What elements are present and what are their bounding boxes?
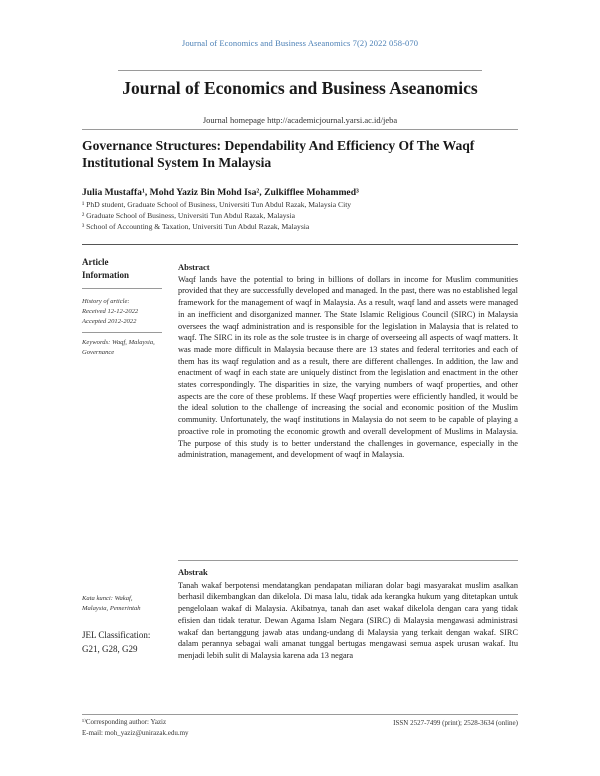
running-header: Journal of Economics and Business Aseanomics 7(2) 2022 058-070 — [181, 38, 419, 48]
footer-rule — [82, 714, 518, 715]
article-history — [82, 297, 162, 327]
footnote — [82, 717, 189, 739]
accepted-date: Accepted 2012-2022 — [82, 318, 137, 325]
section-rule — [82, 244, 518, 245]
kata-kunci: Kata kunci: Wakaf, Malaysia, Pemerintah — [82, 595, 141, 612]
journal-title: Journal of Economics and Business Aseanomics — [122, 78, 478, 98]
history-rule — [82, 332, 162, 333]
history-label: History of article: — [82, 298, 130, 305]
abstrak-section — [178, 567, 518, 662]
title-rule — [82, 129, 518, 130]
issn: ISSN 2527-7499 (print); 2528-3634 (online) — [393, 719, 518, 727]
abstrak-heading: Abstrak — [178, 567, 208, 577]
homepage-link[interactable]: http://academicjournal.yarsi.ac.id/jeba — [267, 115, 398, 125]
abstract-heading: Abstract — [178, 262, 210, 272]
abstract-rule — [178, 560, 518, 561]
info-rule — [82, 288, 162, 289]
corresponding-author: ¹⁾Corresponding author: Yaziz — [82, 718, 167, 726]
abstract-section — [178, 262, 518, 461]
affiliation-2: ² Graduate School of Business, Universiti Tun Abdul Razak, Malaysia — [82, 211, 295, 220]
abstrak-text: Tanah wakaf berpotensi mendatangkan pendapatan miliaran dolar bagi masyarakat muslim asalkan berhasil dikembangkan dan dikelola. Di masa lalu, tidak ada kerangka hukum yang ditetapkan untuk pengelolaan wakaf di Malaysia. Akibatnya, tanah dan aset wakaf dikelola dengan cara yang tidak efisien dan tidak teratur. Dewan Agama Islam Negara (SIRC) di Malaysia mengawasi administrasi wakaf dan bertanggung jawab atas undang-undang di Malaysia yang terkait dengan wakaf. SIRC dalam perannya sebagai wali amanat tunggal bertugas mengawasi semua aspek urusan wakaf. Itu menjadi lebih sulit di Malaysia karena ada 13 negara — [178, 580, 518, 660]
journal-homepage — [0, 115, 600, 125]
homepage-label: Journal homepage — [202, 115, 265, 125]
abstract-text: Waqf lands have the potential to bring in billions of dollars in income for Muslim communities provided that they are successfully developed and managed. In the past, there was no established legal framework for the management of waqf in Malaysia. As a result, waqf land and assets were managed in an inefficient and disorganized manner. The State Islamic Religious Council (SIRC) in Malaysia oversees the waqf administration and is responsible for the legislation in Malaysia that is related to waqf. The SIRC in its role as the sole trustee is in charge of overseeing all aspects of waqf matters. It was made more difficult in Malaysia because there are 13 states and federal territories and each of them has its waqf regulation and as a result, there are different challenges. In addition, the law and enactment of waqf in each state are uniquely distinct from the legislation and enactment in the other states correspondingly. The disparities in size, the varying numbers of waqf properties, and other aspects are the core of these problems. If these Waqf properties were efficiently handled, it would be the ideal solution to the challenge of increasing the social and economic position of the Muslim community. Unfortunately, the waqf institutions in Malaysia do not seem to be capable of playing a proactive role in promoting the economic growth and overall development of Muslims in Malaysia. The purpose of this study is to better understand the challenges in governance, especially in the administration, management, and development of waqf in Malaysia. — [178, 274, 518, 460]
received-date: Received 12-12-2022 — [82, 308, 139, 315]
article-info-label: Article Information — [82, 257, 129, 280]
header-rule — [118, 70, 482, 71]
affiliation-3: ³ School of Accounting & Taxation, Universiti Tun Abdul Razak, Malaysia — [82, 222, 310, 231]
keywords: Keywords: Waqf, Malaysia, Governance — [82, 339, 155, 356]
author-email[interactable]: E-mail: moh_yaziz@unirazak.edu.my — [82, 729, 189, 737]
jel-classification: JEL Classification: G21, G28, G29 — [82, 630, 151, 654]
paper-title: Governance Structures: Dependability And Efficiency Of The Waqf Institutional System In Malaysia — [82, 138, 475, 170]
affiliation-1: ¹ PhD student, Graduate School of Business, Universiti Tun Abdul Razak, Malaysia City — [82, 200, 352, 209]
authors: Julia Mustaffa¹, Mohd Yaziz Bin Mohd Isa², Zulkifflee Mohammed³ — [82, 187, 359, 198]
